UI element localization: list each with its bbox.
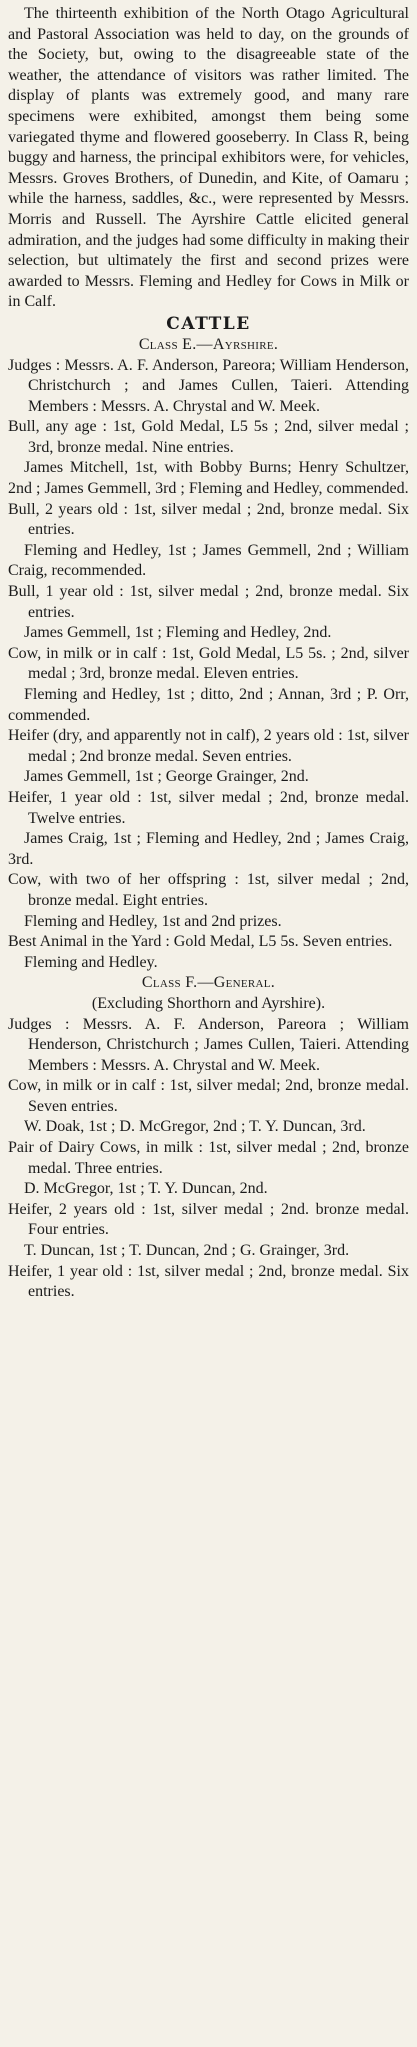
class-e-result-1: James Mitchell, 1st, with Bobby Burns; Henry Schultzer, 2nd ; James Gemmell, 3rd ; Fleming and Hedley, commended. [8, 459, 409, 498]
class-e-entry-3: Bull, 1 year old : 1st, silver medal ; 2nd, bronze medal. Six entries. [8, 583, 409, 621]
class-e-result-6: James Craig, 1st ; Fleming and Hedley, 2nd ; James Craig, 3rd. [8, 830, 409, 868]
class-f-judges: Judges : Messrs. A. F. Anderson, Pareora ; William Henderson, Christchurch ; James Cullen, Taieri. Attending Members : Messrs. A. Chrystal and W. Meek. [8, 1015, 409, 1074]
class-f-result-3: T. Duncan, 1st ; T. Duncan, 2nd ; G. Grainger, 3rd. [24, 1242, 350, 1260]
class-e-judges: Judges : Messrs. A. F. Anderson, Pareora; William Henderson, Christchurch ; and James Cullen, Taieri. Attending Members : Messrs. A. Chrystal and W. Meek. [8, 356, 409, 415]
class-f-result-2: D. McGregor, 1st ; T. Y. Duncan, 2nd. [24, 1180, 268, 1198]
class-f-result-1: W. Doak, 1st ; D. McGregor, 2nd ; T. Y. Duncan, 3rd. [24, 1118, 366, 1136]
class-e-entry-4: Cow, in milk or in calf : 1st, Gold Medal, L5 5s. ; 2nd, silver medal ; 3rd, bronze medal. Eleven entries. [8, 644, 409, 683]
class-e-result-7: Fleming and Hedley, 1st and 2nd prizes. [24, 912, 282, 930]
article-column [8, 4, 409, 1303]
class-e-result-3: James Gemmell, 1st ; Fleming and Hedley, 2nd. [24, 624, 332, 642]
class-e-entry-2: Bull, 2 years old : 1st, silver medal ; 2nd, bronze medal. Six entries. [8, 500, 409, 539]
article-intro: The thirteenth exhibition of the North Otago Agricultural and Pastoral Association was held to day, on the grounds of the Society, but, owing to the disagreeable state of the weather, the attendance of visitors was rather limited. The display of plants was extremely good, and many rare specimens were exhibited, amongst them being some variegated thyme and flowered gooseberry. In Class R, being buggy and harness, the principal exhibitors were, for vehicles, Messrs. Groves Brothers, of Dunedin, and Kite, of Oamaru ; while the harness, saddles, &c., were represented by Messrs. Morris and Russell. The Ayrshire Cattle elicited general admiration, and the judges had some difficulty in making their selection, but ultimately the first and second prizes were awarded to Messrs. Fleming and Hedley for Cows in Milk or in Calf. [8, 5, 409, 311]
class-f-entry-2: Pair of Dairy Cows, in milk : 1st, silver medal ; 2nd, bronze medal. Three entries. [8, 1139, 409, 1177]
class-f-entry-4: Heifer, 1 year old : 1st, silver medal ; 2nd, bronze medal. Six entries. [8, 1262, 409, 1301]
class-e-entry-5: Heifer (dry, and apparently not in calf), 2 years old : 1st, silver medal ; 2nd bronze medal. Seven entries. [8, 727, 409, 765]
class-f-entry-3: Heifer, 2 years old : 1st, silver medal ; 2nd. bronze medal. Four entries. [8, 1200, 409, 1239]
class-e-result-2: Fleming and Hedley, 1st ; James Gemmell, 2nd ; William Craig, recommended. [8, 541, 409, 580]
class-e-entry-7: Cow, with two of her offspring : 1st, silver medal ; 2nd, bronze medal. Eight entries. [8, 871, 409, 909]
class-e-result-5: James Gemmell, 1st ; George Grainger, 2nd. [24, 768, 309, 786]
class-e-result-8: Fleming and Hedley. [24, 953, 158, 971]
class-f-subheading: (Excluding Shorthorn and Ayrshire). [91, 994, 326, 1012]
class-e-entry-8: Best Animal in the Yard : Gold Medal, L5 5s. Seven entries. [8, 933, 393, 951]
class-e-result-4: Fleming and Hedley, 1st ; ditto, 2nd ; Annan, 3rd ; P. Orr, commended. [8, 686, 409, 724]
class-f-entry-1: Cow, in milk or in calf : 1st, silver medal; 2nd, bronze medal. Seven entries. [8, 1077, 409, 1115]
section-heading-cattle: CATTLE [166, 313, 251, 334]
class-f-heading: Class F.—General. [141, 974, 276, 992]
class-e-heading: Class E.—Ayrshire. [138, 335, 279, 353]
class-e-entry-6: Heifer, 1 year old : 1st, silver medal ; 2nd, bronze medal. Twelve entries. [8, 788, 409, 827]
class-e-entry-1: Bull, any age : 1st, Gold Medal, L5 5s ; 2nd, silver medal ; 3rd, bronze medal. Nine entries. [8, 418, 409, 456]
